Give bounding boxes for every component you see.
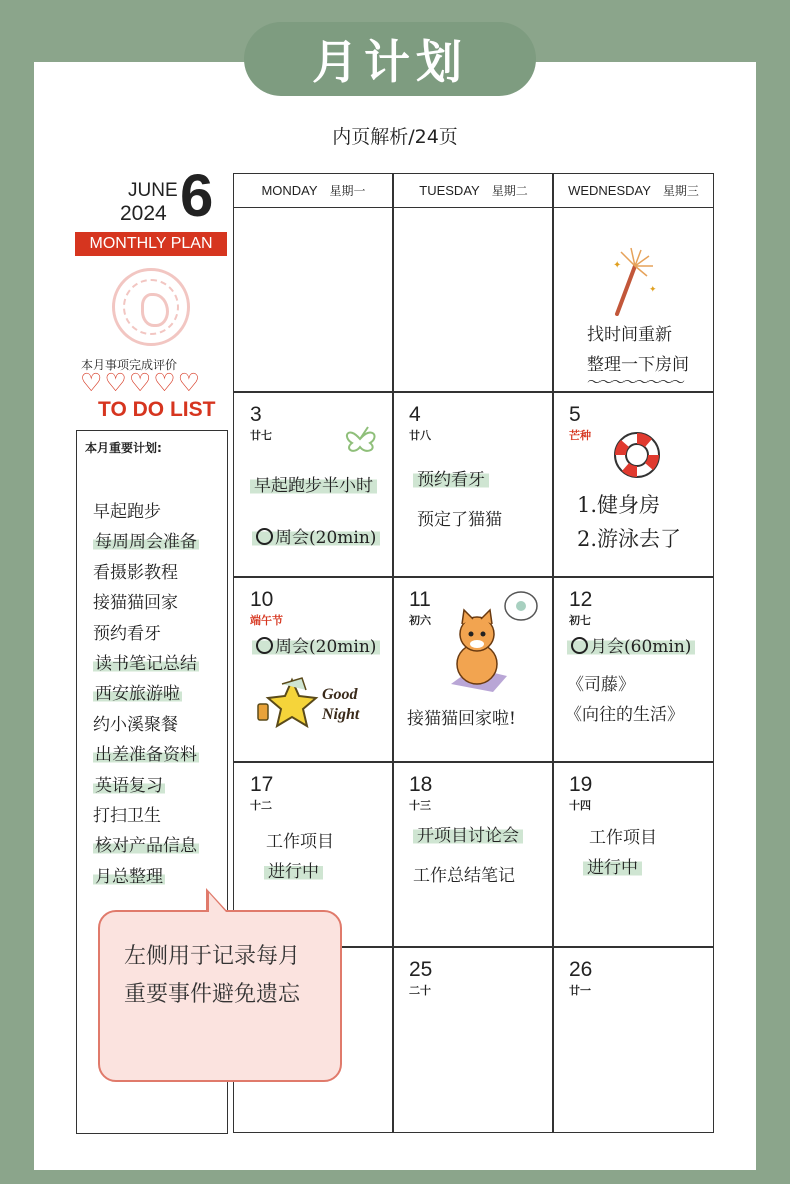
month-english: JUNE — [128, 180, 178, 201]
cell-note: 进行中 — [264, 857, 323, 882]
todo-item[interactable] — [93, 801, 199, 831]
clover-sticker-icon — [338, 417, 384, 457]
cell-note: 预定了猫猫 — [417, 510, 502, 530]
life-ring-icon — [611, 429, 663, 481]
cell-note: 工作项目 — [266, 832, 334, 852]
lunar-date: 初七 — [569, 614, 591, 627]
date-number: 11 — [409, 588, 431, 611]
day-cell-25[interactable] — [393, 948, 553, 1133]
cell-note: 进行中 — [583, 853, 642, 878]
todo-item[interactable] — [93, 588, 199, 618]
page-subtitle: 内页解析/24页 — [332, 126, 458, 148]
date-number: 10 — [250, 588, 274, 611]
sticker-text: Good — [322, 686, 358, 703]
date-number: 4 — [409, 403, 421, 426]
todo-item[interactable] — [93, 649, 199, 679]
todo-item[interactable] — [93, 831, 199, 861]
callout-bubble: 左侧用于记录每月重要事件避免遗忘 — [98, 910, 342, 1082]
cell-note: 开项目讨论会 — [413, 821, 523, 846]
evaluation-label: 本月事项完成评价 — [81, 358, 178, 372]
svg-text:✦: ✦ — [613, 260, 622, 271]
cell-note: 工作项目 — [589, 828, 657, 848]
todo-item-text: 打扫卫生 — [93, 805, 161, 826]
day-cell-3[interactable] — [234, 393, 394, 578]
monthly-plan-banner: MONTHLY PLAN — [75, 232, 227, 256]
todo-item[interactable] — [93, 771, 199, 801]
todo-item[interactable] — [93, 527, 199, 557]
lunar-date: 十四 — [569, 799, 591, 812]
date-number: 25 — [409, 958, 433, 981]
cell-note: 《向往的生活》 — [565, 705, 684, 725]
cell-note: 工作总结笔记 — [413, 866, 515, 886]
day-cell-18[interactable] — [393, 763, 553, 948]
date-number: 12 — [569, 588, 593, 611]
cell-note: 月会(60min) — [567, 632, 695, 657]
date-number: 26 — [569, 958, 593, 981]
cell-note: 1.健身房 — [577, 493, 661, 517]
header-monday: MONDAY 星期一 — [234, 174, 394, 207]
todo-item[interactable] — [93, 862, 199, 892]
todo-item-text: 早起跑步 — [93, 502, 161, 522]
lunar-date: 廿一 — [569, 984, 591, 997]
todo-list — [93, 497, 199, 892]
wavy-underline: ～～～～～～～～ — [587, 375, 683, 391]
cell-note: 2.游泳去了 — [577, 527, 682, 551]
sticker-text: Night — [322, 706, 360, 723]
date-number: 17 — [250, 773, 274, 796]
cell-note: 接猫猫回家啦! — [407, 709, 516, 729]
day-cell-4[interactable] — [393, 393, 553, 578]
month-number: 6 — [180, 162, 214, 229]
svg-text:✦: ✦ — [649, 285, 657, 295]
todo-item-text: 接猫猫回家 — [93, 593, 178, 614]
lunar-date: 芒种 — [569, 429, 591, 442]
todo-item-text: 读书笔记总结 — [95, 653, 197, 674]
lunar-date: 十二 — [250, 799, 272, 812]
header-tuesday: TUESDAY 星期二 — [394, 174, 554, 207]
todo-item-text: 预约看牙 — [93, 623, 161, 644]
year-label: 2024 — [120, 202, 167, 225]
todo-item-text: 英语复习 — [95, 775, 163, 796]
calendar-header — [234, 174, 713, 208]
cell-note: 整理一下房间 — [587, 355, 689, 375]
cell-note: 周会(20min) — [252, 523, 380, 548]
lunar-date: 初六 — [409, 614, 431, 627]
circle-icon — [571, 637, 588, 654]
todo-item-text: 核对产品信息 — [95, 836, 197, 857]
day-cell-11[interactable] — [393, 578, 553, 763]
dragon-stamp-icon — [112, 268, 190, 346]
todo-item[interactable] — [93, 497, 199, 527]
cell-note: 找时间重新 — [587, 325, 672, 345]
day-cell-26[interactable] — [553, 948, 713, 1133]
lunar-date: 十三 — [409, 799, 431, 812]
lunar-date: 廿八 — [409, 429, 431, 442]
todo-item-text: 月总整理 — [95, 866, 163, 887]
date-number: 19 — [569, 773, 593, 796]
todo-item[interactable] — [93, 558, 199, 588]
date-number: 3 — [250, 403, 262, 426]
todo-item-text: 每周周会准备 — [95, 532, 197, 553]
todo-item[interactable] — [93, 740, 199, 770]
todo-item[interactable] — [93, 619, 199, 649]
day-cell-10[interactable] — [234, 578, 394, 763]
date-number: 18 — [409, 773, 433, 796]
day-cell-19[interactable] — [553, 763, 713, 948]
star-sticker-icon — [256, 674, 326, 732]
sparkler-icon — [611, 246, 661, 316]
day-cell-wed-week1[interactable] — [553, 208, 713, 393]
date-number: 5 — [569, 403, 581, 426]
todo-item-text: 出差准备资料 — [95, 745, 197, 766]
todo-item-text: 看摄影教程 — [93, 562, 178, 583]
circle-icon — [256, 528, 273, 545]
todo-heading: 本月重要计划: — [85, 441, 162, 455]
todo-item-text: 西安旅游啦 — [95, 684, 180, 705]
cell-note: 周会(20min) — [252, 632, 380, 657]
cell-note: 《司藤》 — [567, 675, 635, 695]
circle-icon — [256, 637, 273, 654]
header-wednesday: WEDNESDAY 星期三 — [568, 183, 699, 198]
page-title: 月计划 — [244, 22, 536, 96]
lunar-date: 廿七 — [250, 429, 272, 442]
todo-item-text: 约小溪聚餐 — [93, 714, 178, 735]
cell-note: 早起跑步半小时 — [250, 471, 377, 496]
cell-note: 预约看牙 — [413, 465, 489, 490]
lunar-date: 二十 — [409, 984, 431, 997]
day-cell-12[interactable] — [553, 578, 713, 763]
cat-sticker-icon — [437, 588, 541, 696]
todo-title: TO DO LIST — [98, 398, 216, 421]
day-cell-5[interactable] — [553, 393, 713, 578]
lunar-date: 端午节 — [250, 614, 283, 627]
rating-hearts-icon[interactable]: ♡♡♡♡♡ — [80, 368, 203, 397]
todo-item[interactable] — [93, 679, 199, 709]
callout-tail-inner — [209, 893, 226, 912]
todo-item[interactable] — [93, 710, 199, 740]
